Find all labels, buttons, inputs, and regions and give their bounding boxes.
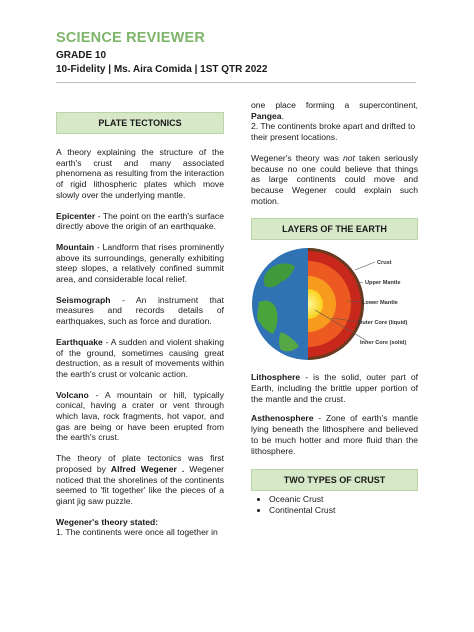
header-divider: [56, 82, 416, 83]
wegener-theory-label: Wegener's theory stated:: [56, 516, 159, 527]
term-definition: - Zone of earth's mantle lying beneath the lithosphere and believed to be much hotter and more fluid than the lithosphere.: [251, 413, 418, 456]
term-definition: - Landform that rises prominently above its surroundings, generally exhibiting steep slopes, a relatively confined summit area, and considerable local relief.: [56, 241, 224, 285]
term-definition: - A sudden and violent shaking of the ground, sometimes causing great destruction, as a result of movements within the earth's crust or volcanic action.: [56, 336, 224, 379]
term-label: Mountain: [56, 241, 95, 252]
term-label: Lithosphere: [251, 372, 301, 383]
wegener-paragraph: [56, 453, 224, 507]
term-epicenter: [56, 211, 224, 232]
label-lower-mantle: Lower Mantle: [362, 300, 398, 307]
term-lithosphere: [251, 372, 418, 404]
section-box-plate-tectonics: PLATE TECTONICS: [56, 112, 224, 134]
term-seismograph: [56, 295, 224, 327]
list-item-continental-crust: • Continental Crust: [269, 505, 418, 516]
pangea-term: Pangea: [251, 110, 282, 121]
term-label: Seismograph: [56, 294, 111, 305]
label-inner-core: Inner Core (solid): [360, 340, 407, 347]
crust-types-list: [251, 494, 418, 515]
wegener-text-pre: The theory of plate tectonics was first proposed by: [56, 453, 224, 474]
label-outer-core: Outer Core (liquid): [358, 320, 408, 327]
wegener-name: Alfred Wegener .: [110, 463, 185, 474]
term-asthenosphere: [251, 413, 418, 456]
earth-layers-diagram: [251, 246, 418, 364]
class-subtitle: 10-Fidelity | Ms. Aira Comida | 1ST QTR 2022: [56, 64, 268, 75]
list-item-oceanic-crust: • Oceanic Crust: [269, 494, 418, 505]
term-definition: - The point on the earth's surface directly above the origin of an earthquake.: [56, 210, 224, 232]
term-label: Epicenter: [56, 210, 96, 221]
term-earthquake: [56, 337, 224, 380]
page-title: SCIENCE REVIEWER: [56, 30, 206, 46]
wegener-text-post: Wegener noticed that the shorelines of the continents seemed to 'fit together' like the pieces of a giant jig saw puzzle.: [56, 463, 224, 506]
term-label: Earthquake: [56, 336, 103, 347]
grade-label: GRADE 10: [56, 50, 107, 61]
left-column: [56, 112, 224, 538]
wegener-point-1: 1. The continents were once all together in: [56, 527, 218, 538]
label-crust: Crust: [377, 260, 392, 267]
section-box-crust-types: TWO TYPES OF CRUST: [251, 469, 418, 491]
term-mountain: [56, 242, 224, 285]
term-definition: - A mountain or hill, typically conical, having a crater or vent through which lava, rock fragments, hot vapor, and gas are being or have been erupted from the earth's crust.: [56, 389, 224, 443]
wegener-rejection: Wegener's theory was not taken seriously because no one could believe that things as large continents could move and because Wegener could explain such motion.: [251, 152, 418, 206]
term-label: Volcano: [56, 389, 89, 400]
wegener-point-2: 2. The continents broke apart and drifted to their present locations.: [251, 121, 416, 143]
term-volcano: [56, 390, 224, 444]
term-definition: - An instrument that measures and records details of earthquakes, such as force and duration.: [56, 294, 224, 327]
not-emphasis: not: [343, 152, 355, 163]
term-definition: - is the solid, outer part of Earth, including the brittle upper portion of the mantle and the crust.: [251, 372, 418, 404]
label-upper-mantle: Upper Mantle: [365, 280, 401, 287]
wegener-point-1-continued: one place forming a supercontinent, Pangea.: [251, 100, 418, 121]
section-box-layers: LAYERS OF THE EARTH: [251, 218, 418, 240]
right-column: [251, 100, 418, 516]
plate-tectonics-intro: A theory explaining the structure of the earth's crust and many associated phenomena as resulting from the interaction of rigid lithospheric plates which move slowly over the underlying mantle.: [56, 147, 224, 200]
term-label: Asthenosphere: [251, 413, 314, 424]
